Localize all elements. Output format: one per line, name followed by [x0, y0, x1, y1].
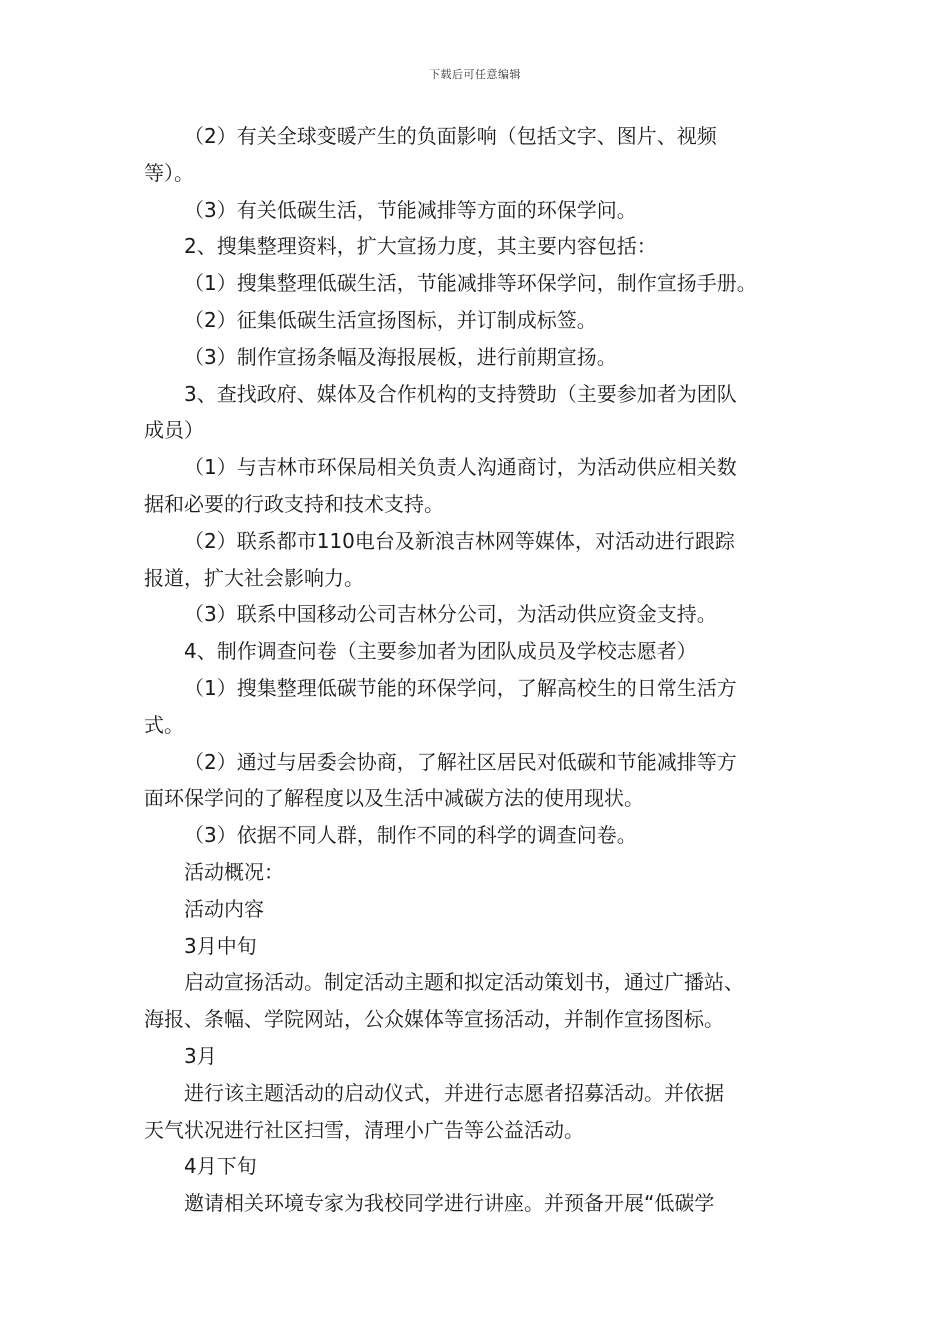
paragraph-line: 4月下旬 — [184, 1154, 257, 1179]
paragraph-line: （1）与吉林市环保局相关负责人沟通商讨，为活动供应相关数 — [184, 455, 737, 480]
paragraph — [144, 928, 816, 965]
paragraph — [144, 523, 816, 597]
paragraph-line: 报道，扩大社会影响力。 — [144, 565, 364, 590]
paragraph-line: 3、查找政府、媒体及合作机构的支持赞助（主要参加者为团队 — [184, 381, 737, 406]
paragraph-line: 成员） — [144, 418, 204, 443]
paragraph — [144, 596, 816, 633]
paragraph — [144, 1185, 816, 1222]
page-header: 下载后可任意编辑 — [429, 68, 521, 81]
paragraph-line: 4、制作调查问卷（主要参加者为团队成员及学校志愿者） — [184, 639, 697, 664]
paragraph-line: （3）有关低碳生活，节能减排等方面的环保学问。 — [184, 197, 637, 222]
paragraph-line: 活动内容 — [184, 896, 264, 921]
paragraph-line: 海报、条幅、学院网站，公众媒体等宣扬活动，并制作宣扬图标。 — [144, 1007, 724, 1032]
paragraph — [144, 449, 816, 523]
paragraph — [144, 633, 816, 670]
paragraph — [144, 302, 816, 339]
paragraph — [144, 817, 816, 854]
paragraph-line: （2）有关全球变暖产生的负面影响（包括文字、图片、视频 — [184, 124, 717, 148]
paragraph-line: 2、搜集整理资料，扩大宣扬力度，其主要内容包括： — [184, 234, 657, 259]
paragraph-line: （1）搜集整理低碳生活，节能减排等环保学问，制作宣扬手册。 — [184, 271, 757, 296]
paragraph-line: （1）搜集整理低碳节能的环保学问，了解高校生的日常生活方 — [184, 675, 737, 700]
paragraph-line: 天气状况进行社区扫雪，清理小广告等公益活动。 — [144, 1117, 584, 1142]
paragraph — [144, 670, 816, 744]
paragraph-line: （3）制作宣扬条幅及海报展板，进行前期宣扬。 — [184, 344, 617, 369]
paragraph — [144, 744, 816, 818]
paragraph-line: （3）联系中国移动公司吉林分公司，为活动供应资金支持。 — [184, 602, 717, 627]
paragraph-line: 3月中旬 — [184, 933, 257, 958]
document-body — [144, 118, 816, 1222]
paragraph — [144, 1075, 816, 1149]
paragraph-line: 等）。 — [144, 160, 194, 185]
paragraph-line: （2）联系都市110电台及新浪吉林网等媒体，对活动进行跟踪 — [184, 528, 735, 553]
paragraph-line: 3月 — [184, 1043, 217, 1068]
paragraph — [144, 1148, 816, 1185]
paragraph-line: 面环保学问的了解程度以及生活中减碳方法的使用现状。 — [144, 786, 644, 811]
paragraph-line: 式。 — [144, 712, 184, 737]
paragraph-line: 启动宣扬活动。制定活动主题和拟定活动策划书，通过广播站、 — [184, 970, 744, 995]
paragraph — [144, 854, 816, 891]
paragraph-line: 进行该主题活动的启动仪式，并进行志愿者招募活动。并依据 — [184, 1080, 724, 1105]
paragraph — [144, 964, 816, 1038]
paragraph-line: 据和必要的行政支持和技术支持。 — [144, 491, 444, 516]
paragraph-line: （2）通过与居委会协商，了解社区居民对低碳和节能减排等方 — [184, 749, 737, 774]
paragraph — [144, 265, 816, 302]
paragraph-line: 活动概况： — [184, 859, 284, 884]
paragraph-line: （2）征集低碳生活宣扬图标，并订制成标签。 — [184, 307, 597, 332]
paragraph — [144, 376, 816, 450]
paragraph — [144, 891, 816, 928]
paragraph-line: 邀请相关环境专家为我校同学进行讲座。并预备开展“低碳学 — [184, 1191, 715, 1216]
paragraph — [144, 118, 816, 192]
paragraph — [144, 228, 816, 265]
paragraph — [144, 339, 816, 376]
paragraph — [144, 1038, 816, 1075]
paragraph — [144, 192, 816, 229]
paragraph-line: （3）依据不同人群，制作不同的科学的调查问卷。 — [184, 823, 637, 848]
